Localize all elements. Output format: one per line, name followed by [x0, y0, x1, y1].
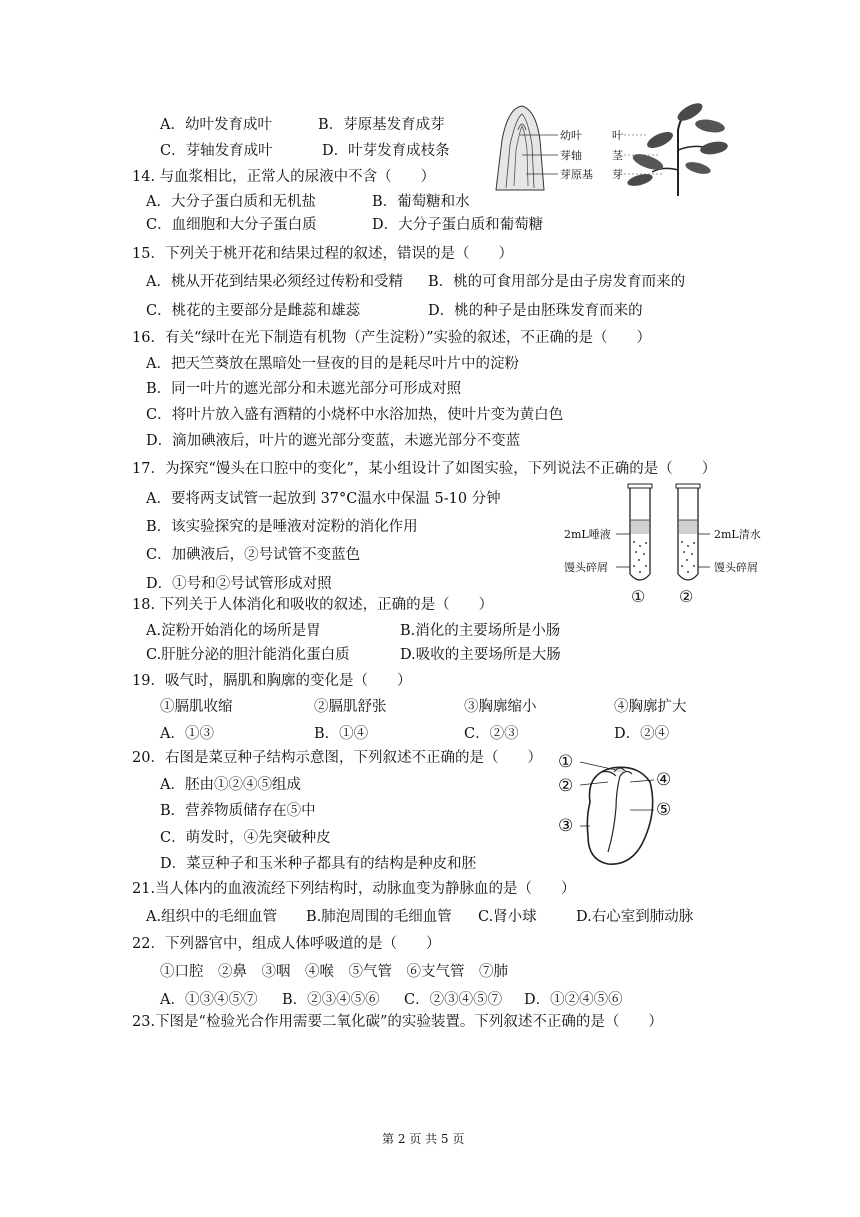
bud-diagram-drawing [488, 100, 728, 200]
q13-option-a: A．幼叶发育成叶 [160, 117, 272, 133]
q21-option-d: D.右心室到肺动脉 [576, 909, 694, 925]
q22-stem: 22．下列器官中，组成人体呼吸道的是（ ） [132, 936, 441, 952]
q18-option-b: B.消化的主要场所是小肠 [400, 623, 561, 639]
q22-option-d: D．①②④⑤⑥ [524, 992, 623, 1008]
seed-label-5: ⑤ [656, 800, 672, 820]
page-footer: 第 2 页 共 5 页 [382, 1132, 465, 1146]
q16-option-a: A．把天竺葵放在黑暗处一昼夜的目的是耗尽叶片中的淀粉 [146, 356, 519, 372]
branch-label-stem: 茎 [612, 149, 623, 162]
branch-label-leaf: 叶 [612, 129, 623, 142]
test-tube-drawing [560, 482, 780, 610]
q21-option-b: B.肺泡周围的毛细血管 [306, 909, 452, 925]
q19-option-b: B．①④ [314, 726, 369, 742]
q14-option-a: A．大分子蛋白质和无机盐 [146, 194, 316, 210]
q18-option-a: A.淀粉开始消化的场所是胃 [146, 623, 321, 639]
bud-label-primordium: 芽原基 [560, 168, 593, 181]
q19-item-4: ④胸廓扩大 [614, 699, 687, 715]
q15-stem: 15．下列关于桃开花和结果过程的叙述，错误的是（ ） [132, 246, 513, 262]
q21-stem: 21.当人体内的血液流经下列结构时，动脉血变为静脉血的是（ ） [132, 881, 576, 897]
bud-label-axis: 芽轴 [560, 149, 582, 162]
q17-option-a: A．要将两支试管一起放到 37°C温水中保温 5-10 分钟 [146, 491, 501, 507]
q17-option-d: D．①号和②号试管形成对照 [146, 576, 332, 592]
tube2-number: ② [679, 587, 694, 606]
q17-option-b: B．该实验探究的是唾液对淀粉的消化作用 [146, 519, 418, 535]
q23-stem: 23.下图是“检验光合作用需要二氧化碳”的实验装置。下列叙述不正确的是（ ） [132, 1014, 663, 1030]
seed-label-4: ④ [656, 770, 672, 790]
q13-option-c: C．芽轴发育成叶 [160, 143, 273, 159]
q15-option-d: D．桃的种子是由胚珠发育而来的 [428, 303, 643, 319]
q22-option-b: B．②③④⑤⑥ [282, 992, 380, 1008]
q15-option-a: A．桃从开花到结果必须经过传粉和受精 [146, 274, 403, 290]
q15-option-c: C．桃花的主要部分是雌蕊和雄蕊 [146, 303, 361, 319]
q16-option-c: C．将叶片放入盛有酒精的小烧杯中水浴加热，使叶片变为黄白色 [146, 407, 564, 423]
bean-seed-figure [550, 752, 710, 872]
q20-option-a: A．胚由①②④⑤组成 [160, 777, 301, 793]
q16-stem: 16．有关“绿叶在光下制造有机物（产生淀粉）”实验的叙述，不正确的是（ ） [132, 330, 652, 346]
q19-option-a: A．①③ [160, 726, 214, 742]
q21-option-c: C.肾小球 [478, 909, 537, 925]
q14-option-b: B．葡萄糖和水 [372, 194, 470, 210]
tube2-bottom-label: 馒头碎屑 [714, 561, 758, 574]
q20-option-b: B．营养物质储存在⑤中 [160, 803, 316, 819]
q17-stem: 17．为探究“馒头在口腔中的变化”，某小组设计了如图实验，下列说法不正确的是（ ） [132, 461, 717, 477]
q17-option-c: C．加碘液后，②号试管不变蓝色 [146, 547, 361, 563]
q19-item-2: ②膈肌舒张 [314, 699, 387, 715]
tube1-top-label: 2mL唾液 [564, 528, 611, 541]
test-tube-figure [560, 482, 780, 610]
q13-option-d: D．叶芽发育成枝条 [322, 143, 450, 159]
q18-option-d: D.吸收的主要场所是大肠 [400, 647, 561, 663]
q22-option-a: A．①③④⑤⑦ [160, 992, 258, 1008]
tube2-top-label: 2mL清水 [714, 528, 761, 541]
q21-option-a: A.组织中的毛细血管 [146, 909, 278, 925]
bud-branch-figure [488, 100, 728, 200]
q13-option-b: B．芽原基发育成芽 [318, 117, 445, 133]
q16-option-d: D．滴加碘液后，叶片的遮光部分变蓝，未遮光部分不变蓝 [146, 433, 521, 449]
q19-item-1: ①膈肌收缩 [160, 699, 233, 715]
q20-option-c: C．萌发时，④先突破种皮 [160, 830, 331, 846]
q14-stem: 14. 与血浆相比，正常人的尿液中不含（ ） [132, 169, 436, 185]
tube1-bottom-label: 馒头碎屑 [564, 561, 608, 574]
q15-option-b: B．桃的可食用部分是由子房发育而来的 [428, 274, 686, 290]
q20-stem: 20．右图是菜豆种子结构示意图，下列叙述不正确的是（ ） [132, 750, 542, 766]
q18-stem: 18. 下列关于人体消化和吸收的叙述，正确的是（ ） [132, 597, 494, 613]
q14-option-c: C．血细胞和大分子蛋白质 [146, 217, 317, 233]
branch-label-bud: 芽 [612, 168, 623, 181]
q14-option-d: D．大分子蛋白质和葡萄糖 [372, 217, 544, 233]
bud-label-young-leaf: 幼叶 [560, 129, 582, 142]
tube1-number: ① [631, 587, 646, 606]
q22-items: ①口腔 ②鼻 ③咽 ④喉 ⑤气管 ⑥支气管 ⑦肺 [160, 964, 508, 980]
seed-label-1: ① [558, 752, 574, 772]
q19-option-d: D．②④ [614, 726, 670, 742]
q19-stem: 19．吸气时，膈肌和胸廓的变化是（ ） [132, 673, 412, 689]
seed-label-2: ② [558, 776, 574, 796]
bean-seed-drawing [550, 752, 710, 872]
q19-option-c: C．②③ [464, 726, 519, 742]
seed-label-3: ③ [558, 816, 574, 836]
q18-option-c: C.肝脏分泌的胆汁能消化蛋白质 [146, 647, 350, 663]
q16-option-b: B．同一叶片的遮光部分和未遮光部分可形成对照 [146, 381, 462, 397]
q20-option-d: D．菜豆种子和玉米种子都具有的结构是种皮和胚 [160, 856, 477, 872]
q22-option-c: C．②③④⑤⑦ [404, 992, 503, 1008]
q19-item-3: ③胸廓缩小 [464, 699, 537, 715]
